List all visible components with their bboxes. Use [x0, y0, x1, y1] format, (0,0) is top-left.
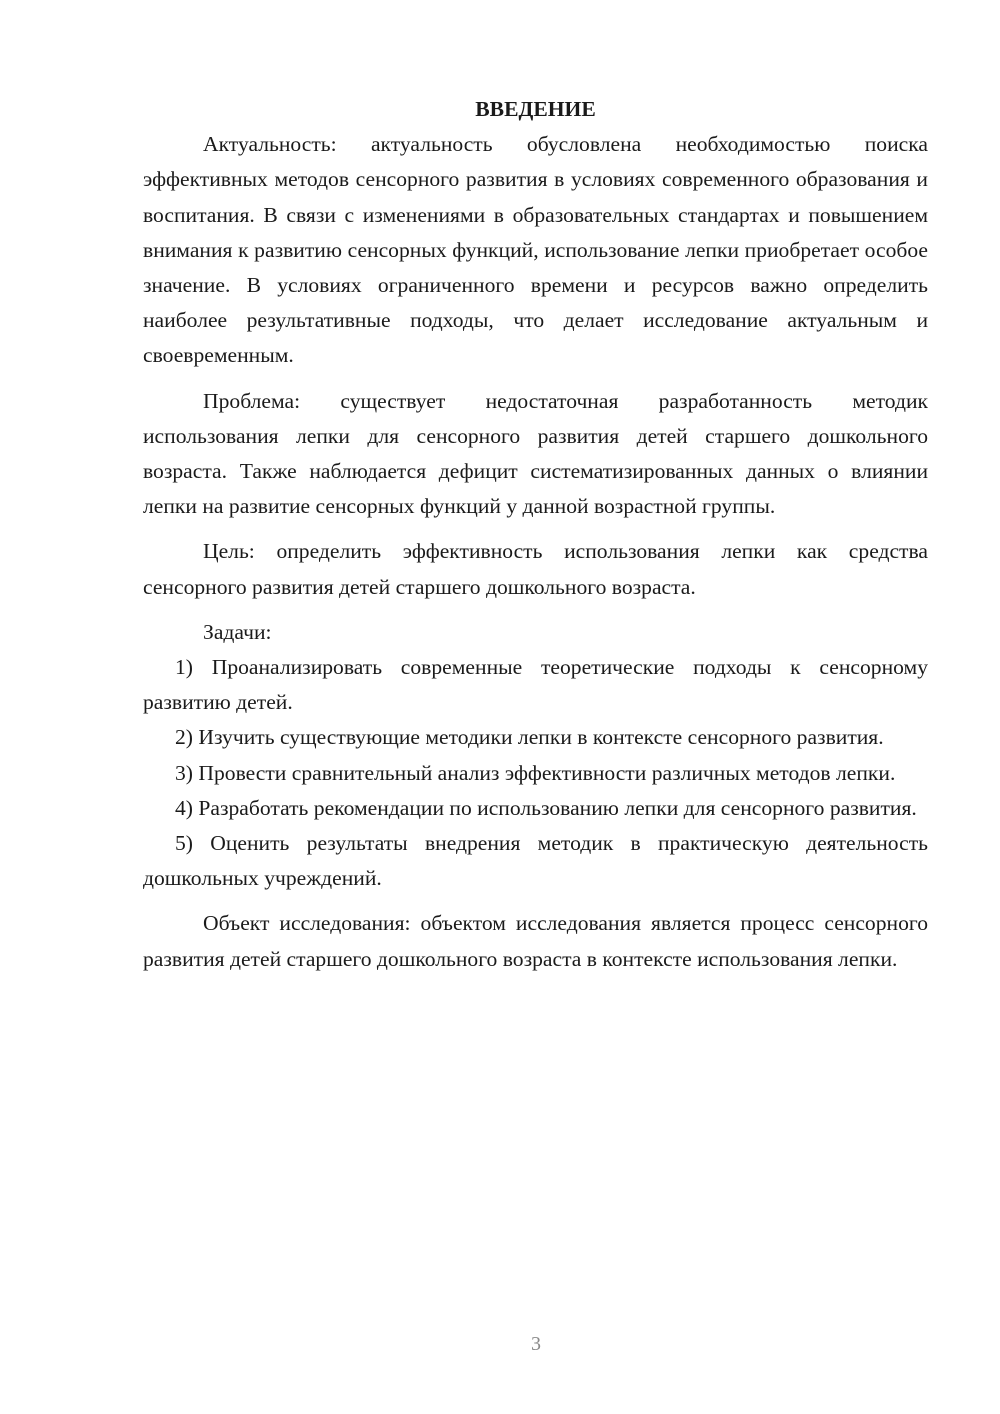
task-item: 5) Оценить результаты внедрения методик в практическую деятельность дошкольных учреждений. [143, 831, 928, 891]
task-item: 4) Разработать рекомендации по использованию лепки для сенсорного развития. [175, 795, 917, 820]
page-number: 3 [531, 1333, 541, 1355]
task-item: 1) Проанализировать современные теоретические подходы к сенсорному развитию детей. [143, 655, 928, 715]
task-item: 2) Изучить существующие методики лепки в контексте сенсорного развития. [175, 725, 884, 750]
section-heading: ВВЕДЕНИЕ [475, 97, 596, 121]
goal-paragraph: Цель: определить эффективность использования лепки как средства сенсорного развития детей старшего дошкольного возраста. [143, 539, 928, 599]
task-item: 3) Провести сравнительный анализ эффективности различных методов лепки. [175, 760, 896, 785]
relevance-paragraph: Актуальность: актуальность обусловлена необходимостью поиска эффективных методов сенсорного развития в условиях современного образования и воспитания. В связи с изменениями в образовательных стандартах и повышением внимания к развитию сенсорных функций, использование лепки приобретает особое значение. В условиях ограниченного времени и ресурсов важно определить наиболее результативные подходы, что делает исследование актуальным и своевременным. [143, 132, 928, 368]
tasks-label: Задачи: [203, 619, 272, 644]
object-paragraph: Объект исследования: объектом исследования является процесс сенсорного развития детей старшего дошкольного возраста в контексте использования лепки. [143, 911, 928, 971]
problem-paragraph: Проблема: существует недостаточная разработанность методик использования лепки для сенсорного развития детей старшего дошкольного возраста. Также наблюдается дефицит систематизированных данных о влиянии лепки на развитие сенсорных функций у данной возрастной группы. [143, 388, 928, 519]
body-text [143, 92, 928, 977]
